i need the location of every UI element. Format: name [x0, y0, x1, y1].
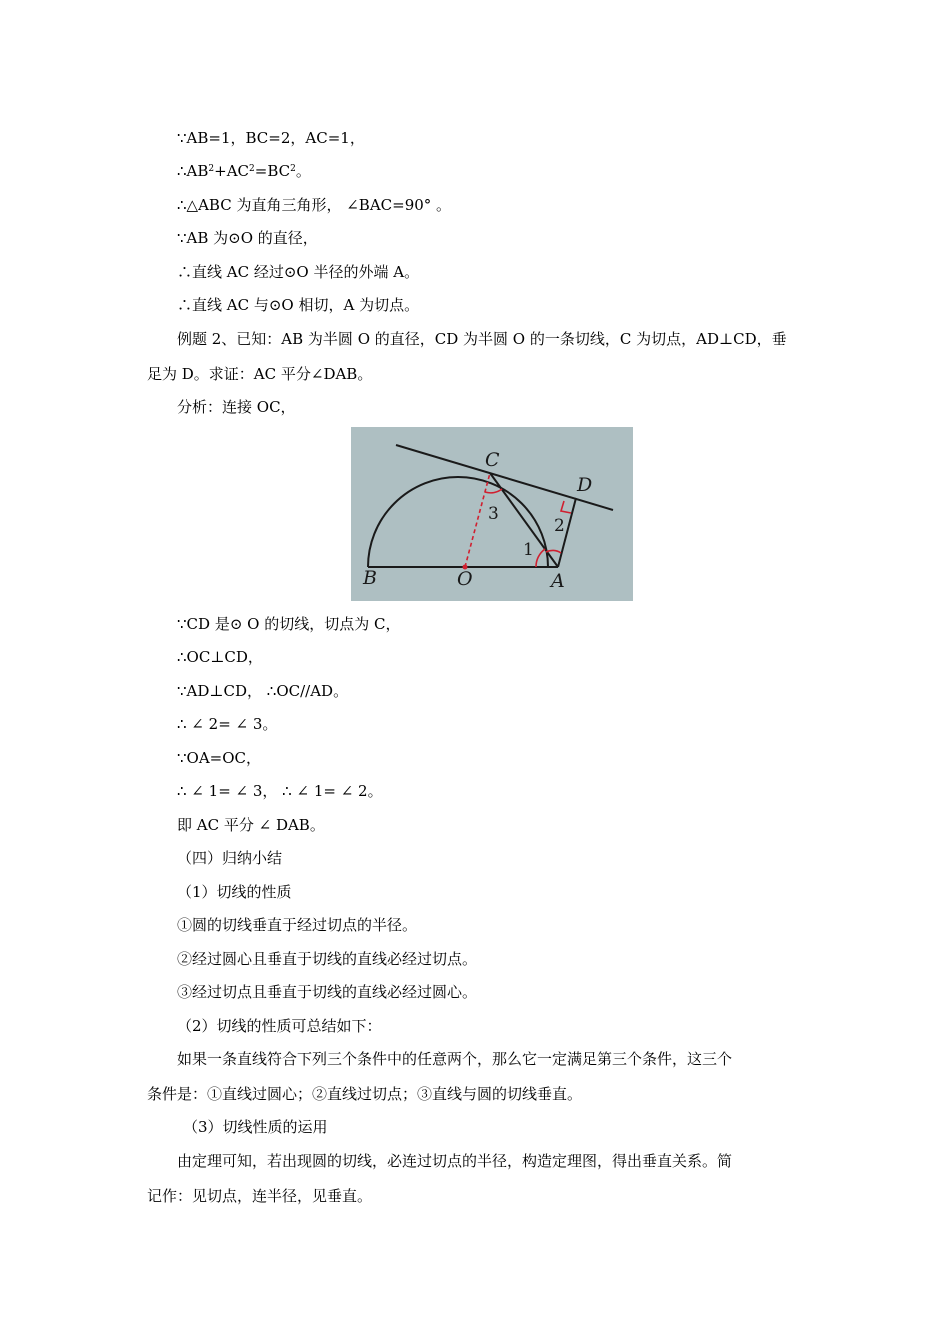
summary-paragraph-cont: 条件是：①直线过圆心；②直线过切点；③直线与圆的切线垂直。 — [147, 1085, 583, 1103]
proof-line-oc-perp: ∴OC⊥CD， — [177, 648, 263, 666]
proof-line-tangent: ∴直线 AC 与⊙O 相切，A 为切点。 — [177, 296, 420, 314]
example-2-statement-cont: 足为 D。求证：AC 平分∠DAB。 — [147, 365, 373, 383]
subheading-application: （3）切线性质的运用 — [183, 1118, 328, 1136]
geometry-figure — [351, 427, 633, 601]
right-angle-mark-d — [561, 501, 571, 513]
angle-1-arc — [536, 549, 545, 567]
proof-line-parallel: ∵AD⊥CD， ∴OC//AD。 — [177, 682, 349, 700]
proof-line-diameter: ∵AB 为⊙O 的直径， — [177, 229, 318, 247]
summary-paragraph: 如果一条直线符合下列三个条件中的任意两个，那么它一定满足第三个条件，这三个 — [177, 1050, 733, 1068]
proof-line-outer-end: ∴直线 AC 经过⊙O 半径的外端 A。 — [177, 263, 420, 281]
application-paragraph: 由定理可知，若出现圆的切线，必连过切点的半径，构造定理图，得出垂直关系。简 — [177, 1152, 733, 1170]
proof-line-right-triangle: ∴△ABC 为直角三角形， ∠BAC=90° 。 — [177, 196, 452, 214]
application-paragraph-cont: 记作：见切点，连半径，见垂直。 — [147, 1187, 373, 1205]
label-c: C — [485, 449, 500, 471]
label-o: O — [457, 568, 473, 590]
angle-3-arc — [485, 489, 502, 493]
label-a: A — [551, 570, 565, 592]
label-d: D — [577, 474, 593, 496]
proof-line-cd-tangent: ∵CD 是⊙ O 的切线，切点为 C， — [177, 615, 401, 633]
semicircle-arc — [368, 477, 548, 567]
property-2: ②经过圆心且垂直于切线的直线必经过切点。 — [177, 950, 478, 968]
subheading-property-summary: （2）切线的性质可总结如下： — [177, 1017, 382, 1035]
property-1: ①圆的切线垂直于经过切点的半径。 — [177, 916, 418, 934]
analysis-line: 分析：连接 OC， — [177, 398, 296, 416]
example-2-statement: 例题 2、已知：AB 为半圆 O 的直径，CD 为半圆 O 的一条切线，C 为切点，AD⊥CD，垂 — [177, 330, 787, 348]
property-3: ③经过切点且垂直于切线的直线必经过圆心。 — [177, 983, 478, 1001]
proof-line-angle-1-2: ∴ ∠ 1= ∠ 3， ∴ ∠ 1= ∠ 2。 — [177, 782, 383, 800]
semicircle-tangent-diagram — [351, 427, 633, 601]
proof-line-given-lengths: ∵AB=1，BC=2，AC=1， — [177, 129, 365, 147]
radius-oc-dashed — [465, 473, 490, 567]
subheading-tangent-properties: （1）切线的性质 — [177, 883, 292, 901]
proof-line-angle-2-3: ∴ ∠ 2= ∠ 3。 — [177, 715, 278, 733]
section-heading-summary: （四）归纳小结 — [177, 849, 283, 867]
angle-label-2: 2 — [554, 516, 565, 536]
angle-label-1: 1 — [523, 540, 534, 560]
angle-label-3: 3 — [488, 504, 499, 524]
label-b: B — [363, 567, 377, 589]
proof-line-pythagoras: $\therefore AB^2+AC^2=BC^2$。 — [177, 162, 311, 180]
proof-conclusion: 即 AC 平分 ∠ DAB。 — [177, 816, 325, 834]
proof-line-oa-oc: ∵OA=OC， — [177, 749, 262, 767]
